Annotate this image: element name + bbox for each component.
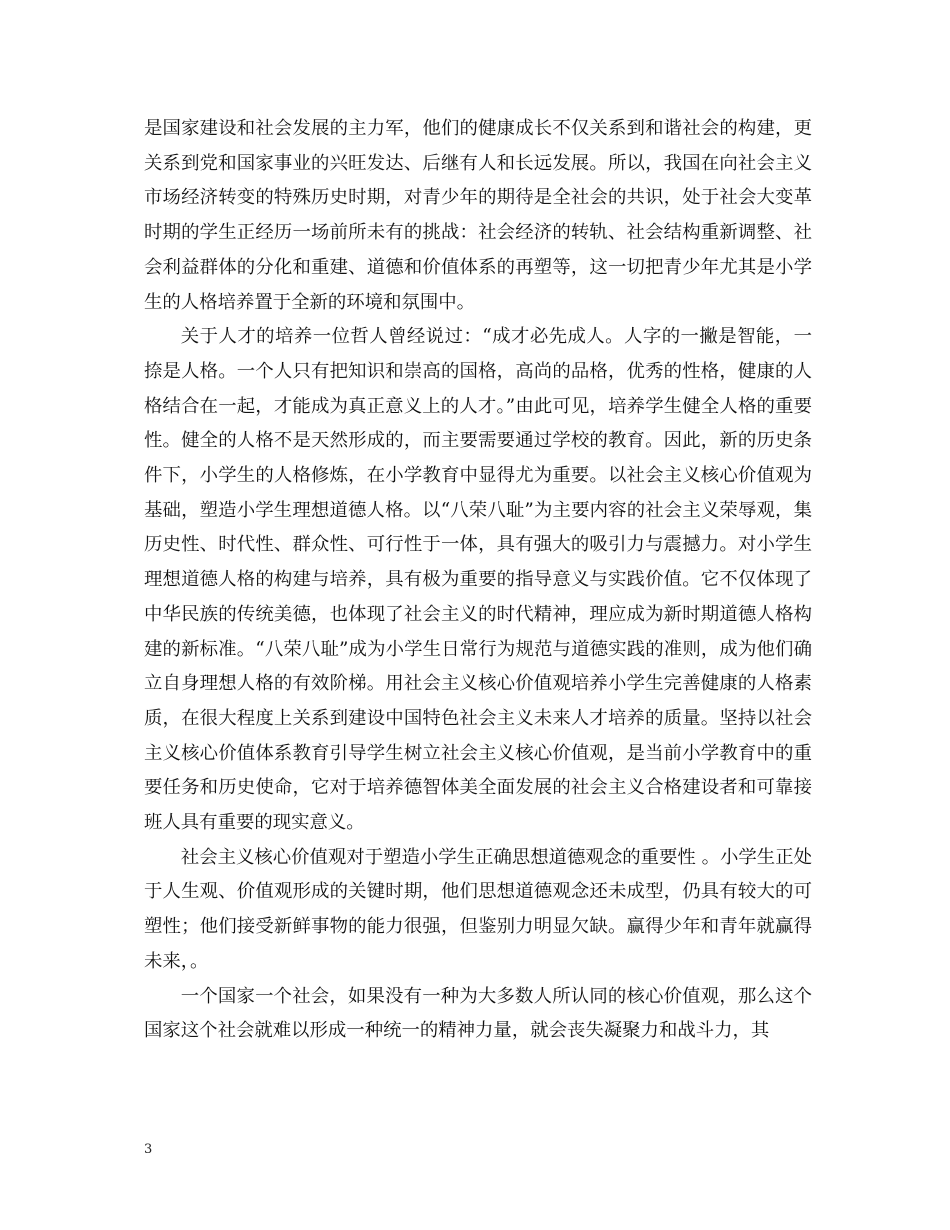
paragraph-3: 社会主义核心价值观对于塑造小学生正确思想道德观念的重要性 。小学生正处于人生观、价值观形成的关键时期，他们思想道德观念还未成型，仍具有较大的可塑性；他们接受新鲜事物的能力很强，但鉴别力明显欠缺。赢得少年和青年就赢得未来，。 xyxy=(144,846,812,972)
page-number: 3 xyxy=(144,1142,153,1157)
paragraph-4: 一个国家一个社会，如果没有一种为大多数人所认同的核心价值观，那么这个国家这个社会就难以形成一种统一的精神力量，就会丧失凝聚力和战斗力，其 xyxy=(144,985,812,1042)
paragraph-1: 是国家建设和社会发展的主力军，他们的健康成长不仅关系到和谐社会的构建，更关系到党和国家事业的兴旺发达、后继有人和长远发展。所以，我国在向社会主义市场经济转变的特殊历史时期，对青少年的期待是全社会的共识，处于社会大变革时期的学生正经历一场前所未有的挑战：社会经济的转轨、社会结构重新调整、社会利益群体的分化和重建、道德和价值体系的再塑等，这一切把青少年尤其是小学生的人格培养置于全新的环境和氛围中。 xyxy=(144,118,812,313)
body-text xyxy=(144,112,812,1049)
paragraph-2: 关于人才的培养一位哲人曾经说过：“成才必先成人。人字的一撇是智能，一捺是人格。一个人只有把知识和崇高的国格，高尚的品格，优秀的性格，健康的人格结合在一起，才能成为真正意义上的人才。”由此可见，培养学生健全人格的重要性。健全的人格不是天然形成的，而主要需要通过学校的教育。因此，新的历史条件下，小学生的人格修炼，在小学教育中显得尤为重要。以社会主义核心价值观为基础，塑造小学生理想道德人格。以“八荣八耻”为主要内容的社会主义荣辱观，集历史性、时代性、群众性、可行性于一体，具有强大的吸引力与震撼力。对小学生理想道德人格的构建与培养，具有极为重要的指导意义与实践价值。它不仅体现了中华民族的传统美德，也体现了社会主义的时代精神，理应成为新时期道德人格构建的新标准。“八荣八耻”成为小学生日常行为规范与道德实践的准则，成为他们确立自身理想人格的有效阶梯。用社会主义核心价值观培养小学生完善健康的人格素质，在很大程度上关系到建设中国特色社会主义未来人才培养的质量。坚持以社会主义核心价值体系教育引导学生树立社会主义核心价值观，是当前小学教育中的重要任务和历史使命，它对于培养德智体美全面发展的社会主义合格建设者和可靠接班人具有重要的现实意义。 xyxy=(144,326,812,834)
